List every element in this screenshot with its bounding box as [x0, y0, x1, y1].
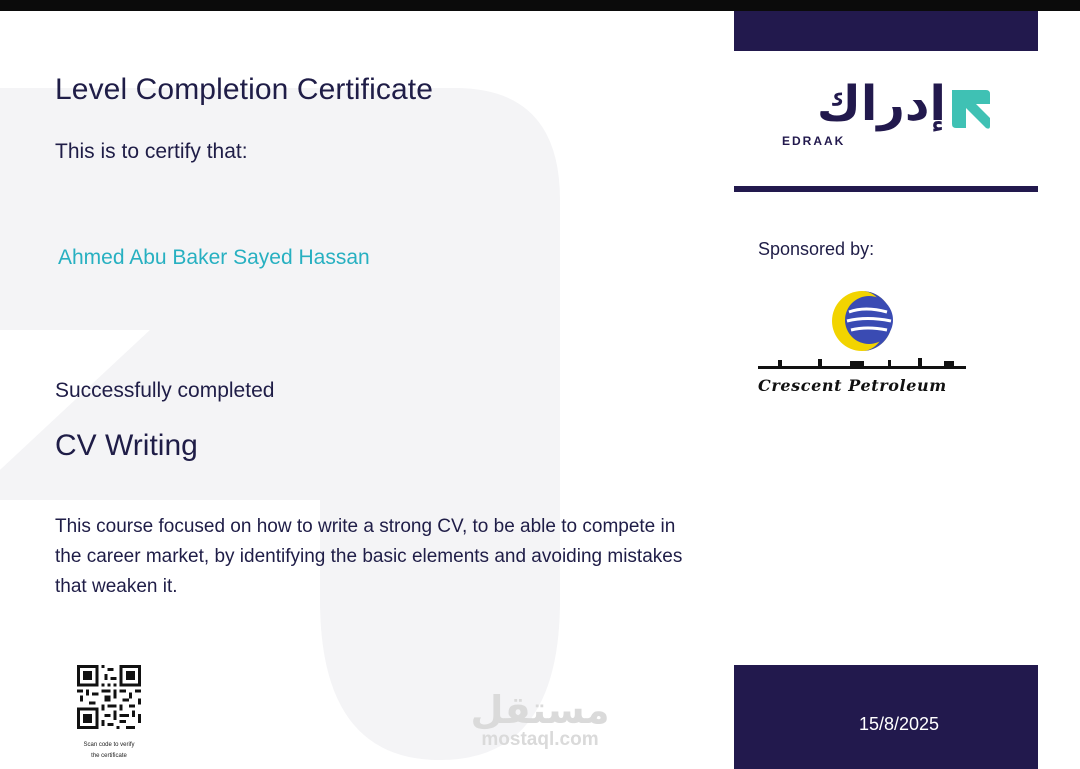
completed-label: Successfully completed	[55, 379, 275, 402]
date-panel	[734, 665, 1038, 769]
crescent-petroleum-logo-icon	[829, 290, 895, 352]
edraak-logo-arabic: إدراك	[816, 76, 946, 132]
course-name: CV Writing	[55, 429, 198, 462]
issue-date: 15/8/2025	[858, 714, 940, 734]
certificate-title: Level Completion Certificate	[55, 73, 433, 106]
mostaql-watermark	[470, 690, 610, 750]
edraak-arrow-icon	[948, 86, 994, 132]
right-header-bar	[734, 11, 1038, 51]
certify-statement: This is to certify that:	[55, 140, 248, 163]
qr-caption: Scan code to verify the certificate	[83, 742, 135, 759]
course-description: This course focused on how to write a strong CV, to be able to compete in the career market, by identifying the basic elements and avoiding mistakes that weaken it.	[55, 516, 683, 597]
sponsored-label: Sponsored by:	[758, 239, 875, 259]
right-divider	[734, 186, 1038, 192]
watermark-arabic-text: مستقل	[470, 688, 610, 732]
qr-code-icon[interactable]	[77, 665, 141, 729]
sponsor-name: Crescent Petroleum	[758, 376, 947, 395]
edraak-logo-latin: EDRAAK	[782, 134, 846, 148]
sponsor-arabic-mark	[758, 358, 966, 370]
edraak-logo	[776, 76, 996, 156]
watermark-latin-text: mostaql.com	[481, 729, 599, 750]
recipient-name: Ahmed Abu Baker Sayed Hassan	[58, 246, 370, 269]
